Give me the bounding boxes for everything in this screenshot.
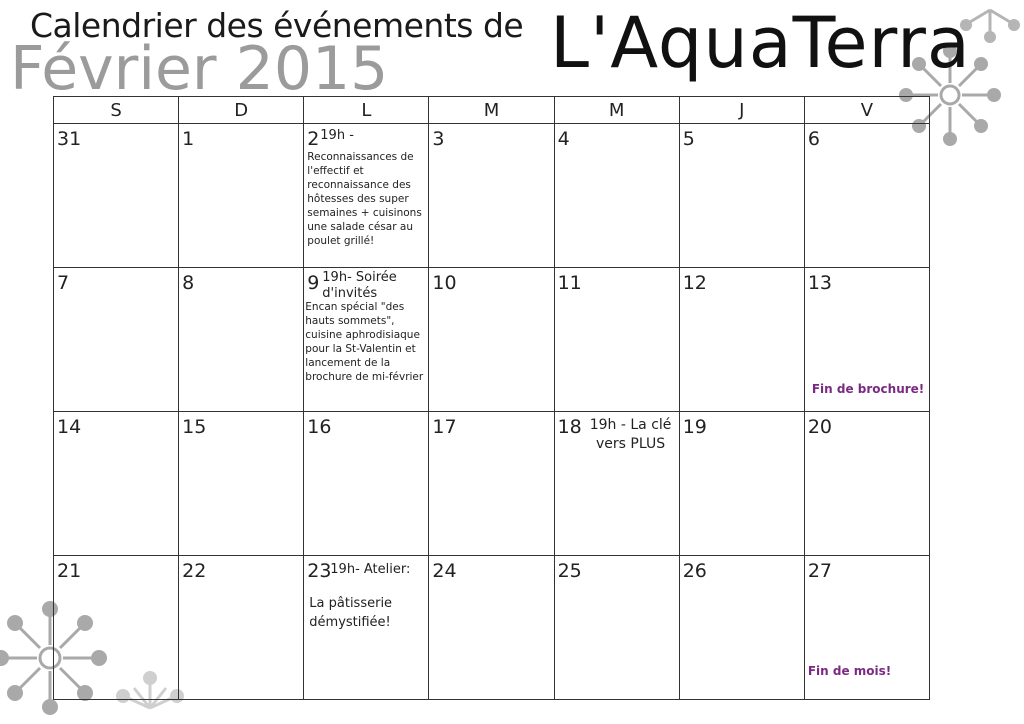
day-cell: [54, 556, 179, 700]
day-cell: [804, 412, 929, 556]
day-cell: [304, 412, 429, 556]
day-number: 19: [682, 416, 707, 438]
day-cell: [54, 124, 179, 268]
day-cell: [179, 268, 304, 412]
day-number: 27: [807, 560, 833, 582]
note-label: Fin de mois!: [807, 664, 892, 678]
weekday-header: L: [304, 97, 429, 124]
event-title: 19h- Soirée d'invités: [322, 270, 397, 301]
day-cell: [429, 124, 554, 268]
week-row: [54, 124, 930, 268]
day-number: 6: [807, 128, 820, 150]
weekday-header-row: [54, 97, 930, 124]
event-title: 19h - La clé vers PLUS: [589, 417, 672, 452]
day-number: 12: [682, 272, 707, 294]
day-number: 21: [57, 560, 82, 582]
day-number: 11: [557, 272, 582, 294]
month-title: Février 2015: [10, 34, 389, 104]
week-row: [54, 556, 930, 700]
week-row: [54, 268, 930, 412]
day-cell: [679, 412, 804, 556]
page-title: Calendrier des événements de: [30, 6, 524, 45]
day-cell: [304, 268, 429, 412]
day-number: 1: [182, 128, 195, 150]
day-number: 3: [432, 128, 445, 150]
day-cell: [179, 556, 304, 700]
day-number: 25: [557, 560, 582, 582]
brand-logo-text: L'AquaTerra: [550, 2, 971, 84]
day-cell: [179, 124, 304, 268]
event-title: 19h- Atelier:: [330, 562, 411, 577]
day-cell: [679, 556, 804, 700]
day-cell: [429, 556, 554, 700]
day-cell: [429, 268, 554, 412]
day-number: 24: [432, 560, 457, 582]
day-cell: [804, 556, 929, 700]
day-number: 7: [57, 272, 70, 294]
day-number: 18: [557, 416, 582, 438]
day-cell: [54, 268, 179, 412]
day-cell: [429, 412, 554, 556]
event-description: La pâtisserie démystifiée!: [309, 596, 393, 630]
day-cell: [679, 124, 804, 268]
day-cell: [304, 124, 429, 268]
day-number: 23: [307, 560, 332, 582]
weekday-header: V: [804, 97, 929, 124]
weekday-header: D: [179, 97, 304, 124]
day-cell: [304, 556, 429, 700]
day-cell: [54, 412, 179, 556]
day-cell: [179, 412, 304, 556]
day-number: 2: [307, 128, 320, 150]
day-number: 31: [57, 128, 82, 150]
day-cell: [804, 268, 929, 412]
day-cell: [679, 268, 804, 412]
day-cell: [804, 124, 929, 268]
day-number: 17: [432, 416, 457, 438]
day-cell: [554, 124, 679, 268]
weekday-header: M: [554, 97, 679, 124]
event-time: 19h -: [320, 128, 354, 143]
day-number: 26: [682, 560, 707, 582]
weekday-header: S: [54, 97, 179, 124]
event-description: Reconnaissances de l'effectif et reconnaissance des hôtesses des super semaines + cuisinons une salade césar au poulet grillé!: [307, 151, 422, 247]
day-number: 22: [182, 560, 207, 582]
day-cell: [554, 556, 679, 700]
day-number: 20: [807, 416, 833, 438]
day-number: 5: [682, 128, 695, 150]
day-number: 4: [557, 128, 570, 150]
week-row: [54, 412, 930, 556]
day-number: 16: [307, 416, 332, 438]
note-label: Fin de brochure!: [811, 382, 925, 396]
day-number: 13: [807, 272, 833, 294]
event-description: Encan spécial "des hauts sommets", cuisine aphrodisiaque pour la St-Valentin et lancement de la brochure de mi-février: [305, 301, 424, 383]
weekday-header: J: [679, 97, 804, 124]
day-cell: [554, 412, 679, 556]
day-cell: [554, 268, 679, 412]
day-number: 8: [182, 272, 195, 294]
calendar-grid: [53, 96, 930, 700]
weekday-header: M: [429, 97, 554, 124]
day-number: 10: [432, 272, 457, 294]
day-number: 14: [57, 416, 82, 438]
day-number: 9: [307, 272, 320, 294]
day-number: 15: [182, 416, 207, 438]
